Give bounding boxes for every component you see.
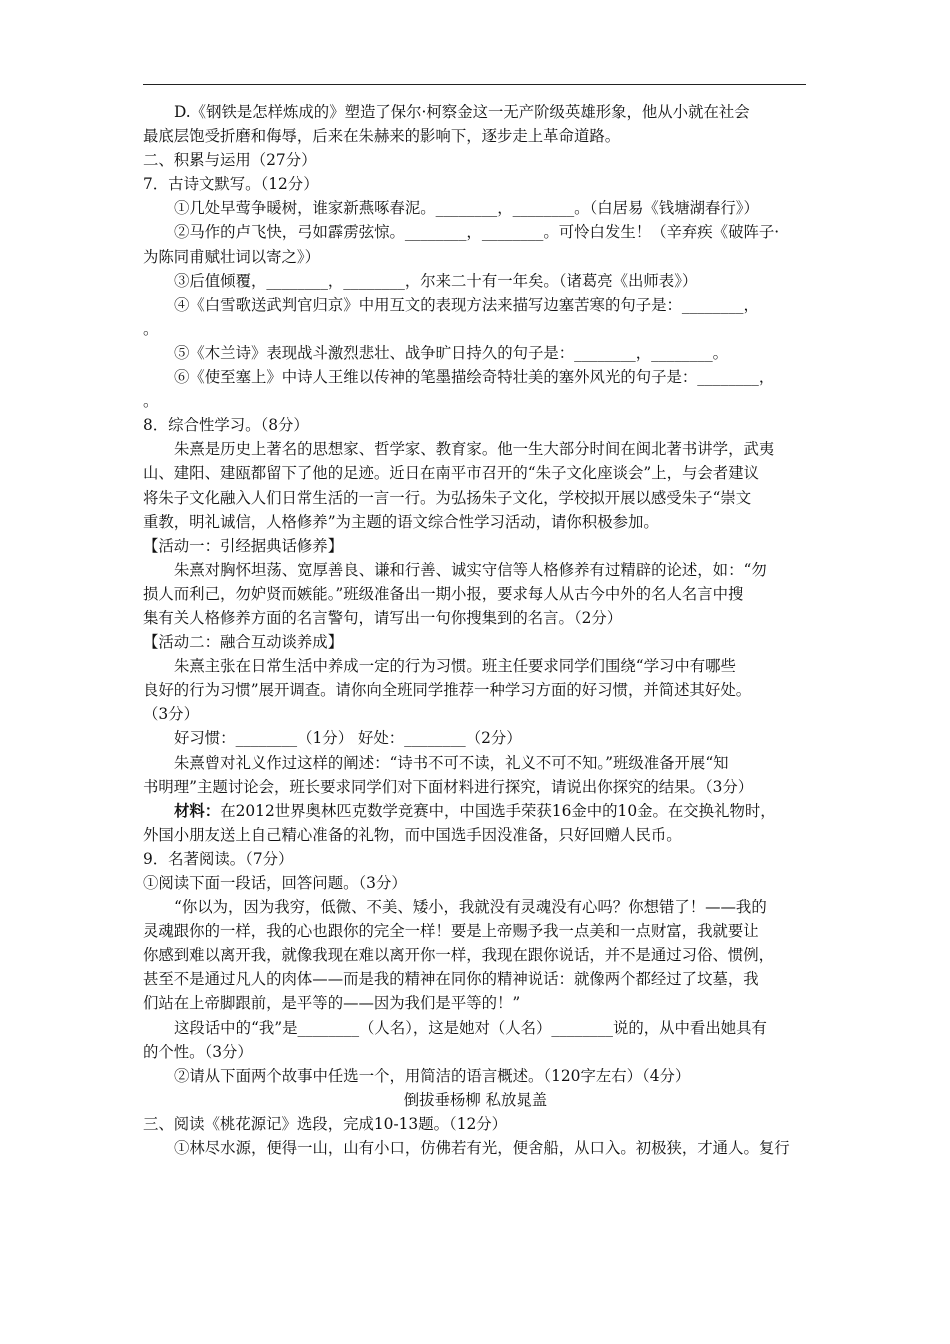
text-line: 好习惯：________（1分） 好处：________（2分） (174, 729, 522, 748)
text-line: 重教，明礼诚信，人格修养”为主题的语文综合性学习活动，请你积极参加。 (143, 512, 659, 531)
text-line: 最底层饱受折磨和侮辱，后来在朱赫来的影响下，逐步走上革命道路。 (143, 127, 621, 146)
text-line: 朱熹是历史上著名的思想家、哲学家、教育家。他一生大部分时间在闽北著书讲学，武夷 (174, 440, 775, 459)
text-line: 倒拔垂杨柳 私放晁盖 (403, 1090, 548, 1109)
text-line: 外国小朋友送上自己精心准备的礼物，而中国选手因没准备，只好回赠人民币。 (143, 825, 682, 844)
text-line: 9．名著阅读。（7分） (143, 849, 294, 868)
text-line: ④《白雪歌送武判官归京》中用互文的表现方法来描写边塞苦寒的句子是：________， (174, 295, 759, 314)
text-line: 【活动一：引经据典话修养】 (143, 536, 344, 555)
text-line: 集有关人格修养方面的名言警句，请写出一句你搜集到的名言。（2分） (143, 608, 623, 627)
text-line: 们站在上帝脚跟前，是平等的——因为我们是平等的！” (143, 994, 521, 1013)
text-line: 朱熹主张在日常生活中养成一定的行为习惯。班主任要求同学们围绕“学习中有哪些 (174, 657, 736, 676)
bold-label: 材料： (174, 801, 221, 820)
text-line: 二、积累与运用（27分） (143, 151, 317, 170)
text-line: 。 (143, 319, 159, 338)
text-line: 7．古诗文默写。（12分） (143, 175, 319, 194)
text-line: ③后值倾覆，________，________，尔来二十有一年矣。（诸葛亮《出师表》） (174, 271, 698, 290)
text-line: 灵魂跟你的一样，我的心也跟你的完全一样！要是上帝赐予我一点美和一点财富，我就要让 (143, 922, 759, 941)
text-line (143, 799, 808, 823)
text-line: D.《钢铁是怎样炼成的》塑造了保尔·柯察金这一无产阶级英雄形象，他从小就在社会 (174, 103, 750, 121)
text-line: 书明理”主题讨论会，班长要求同学们对下面材料进行探究，请说出你探究的结果。（3分） (143, 777, 754, 796)
text-line: 8．综合性学习。（8分） (143, 416, 309, 435)
text-line: 的个性。（3分） (143, 1042, 253, 1061)
exam-page (143, 100, 808, 1160)
text-line: 山、建阳、建瓯都留下了他的足迹。近日在南平市召开的“朱子文化座谈会”上，与会者建议 (143, 464, 759, 483)
header-rule (143, 84, 806, 85)
text-line: 你感到难以离开我，就像我现在难以离开你一样，我现在跟你说话，并不是通过习俗、惯例， (143, 946, 775, 965)
text-line: 将朱子文化融入人们日常生活的一言一行。为弘扬朱子文化，学校拟开展以感受朱子“崇文 (143, 488, 752, 507)
text-line: 。 (143, 392, 159, 411)
text-line: ⑤《木兰诗》表现战斗激烈悲壮、战争旷日持久的句子是：________，________。 (174, 343, 729, 362)
text-line: ②马作的卢飞快，弓如霹雳弦惊。________，________。可怜白发生！（辛弃疾《破阵子· (174, 223, 780, 242)
text-line: 朱熹曾对礼义作过这样的阐述：“诗书不可不读，礼义不可不知。”班级准备开展“知 (174, 753, 729, 772)
text-line: ②请从下面两个故事中任选一个，用简洁的语言概述。（120字左右）（4分） (174, 1066, 691, 1085)
text-line: 损人而利己，勿妒贤而嫉能。”班级准备出一期小报，要求每人从古今中外的名人名言中搜 (143, 584, 744, 603)
text-line: ①几处早莺争暖树，谁家新燕啄春泥。________，________。（白居易《钱塘湖春行》） (174, 199, 759, 218)
line-text: 在2012世界奥林匹克数学竞赛中，中国选手荣获16金中的10金。在交换礼物时， (220, 801, 776, 820)
text-line: ①阅读下面一段话，回答问题。（3分） (143, 874, 407, 892)
text-line: “你以为，因为我穷，低微、不美、矮小，我就没有灵魂没有心吗？你想错了！——我的 (174, 898, 767, 917)
text-line: 甚至不是通过凡人的肉体——而是我的精神在同你的精神说话：就像两个都经过了坟墓，我 (143, 970, 759, 989)
text-line: （3分） (143, 705, 199, 724)
text-line: 为陈同甫赋壮词以寄之》） (143, 247, 320, 266)
text-line: ⑥《使至塞上》中诗人王维以传神的笔墨描绘奇特壮美的塞外风光的句子是：________， (174, 368, 775, 387)
text-line: 三、阅读《桃花源记》选段，完成10-13题。（12分） (143, 1114, 508, 1133)
text-line: 良好的行为习惯”展开调查。请你向全班同学推荐一种学习方面的好习惯，并简述其好处。 (143, 681, 752, 700)
text-line: 这段话中的“我”是________（人名），这是她对（人名）________说的，从中看出她具有 (174, 1018, 767, 1037)
text-line: 朱熹对胸怀坦荡、宽厚善良、谦和行善、诚实守信等人格修养有过精辟的论述，如：“勿 (174, 560, 767, 579)
text-line: 【活动二：融合互动谈养成】 (143, 633, 344, 652)
text-line: ①林尽水源，便得一山，山有小口，仿佛若有光，便舍船，从口入。初极狭，才通人。复行 (174, 1139, 790, 1158)
